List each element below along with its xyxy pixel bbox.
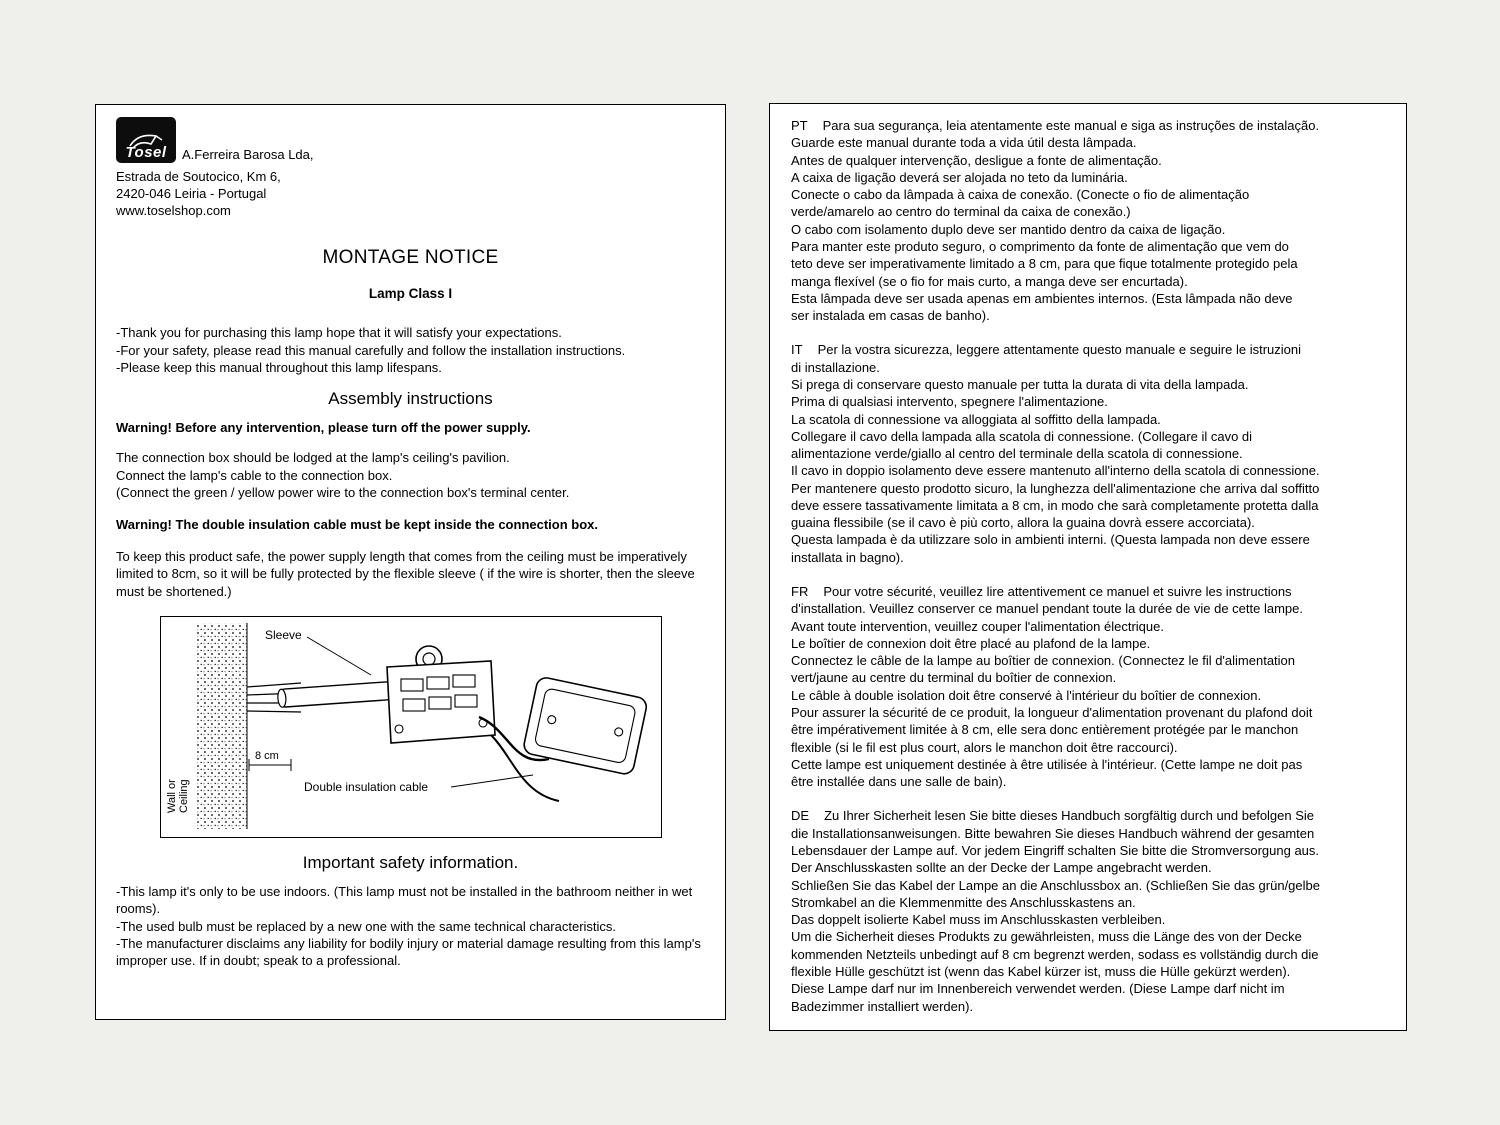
sleeve-leader-line: [307, 637, 371, 675]
logo-text: Tosel: [125, 144, 167, 161]
page-left: [95, 104, 726, 1020]
warning-insulation: Warning! The double insulation cable must be kept inside the connection box.: [116, 517, 599, 533]
page-title: MONTAGE NOTICE: [322, 247, 499, 269]
assembly-diagram: [160, 616, 662, 838]
cable-label: Double insulation cable: [303, 780, 428, 794]
page-subtitle: Lamp Class I: [368, 286, 453, 302]
dimension-label-text: 8 cm: [254, 750, 279, 762]
wall-label-line1: Wall or: [165, 779, 178, 813]
wall-hatch: [197, 623, 247, 829]
wall-label-line2: Ceiling: [177, 779, 190, 813]
section-pt: [791, 117, 1385, 324]
wall-label: [166, 779, 190, 813]
tosel-logo: [116, 117, 176, 163]
supply-length-note: To keep this product safe, the power supply length that comes from the ceiling must be imperatively limited to 8cm, so it will be fully protected by the flexible sleeve ( if the wire is shorter, then the sleeve must be shortened.): [116, 549, 695, 599]
assembly-instructions: The connection box should be lodged at the lamp's ceiling's pavilion. Connect the lamp's cable to the connection box. (Connect the green / yellow power wire to the connection box's terminal center.: [116, 450, 570, 500]
intro-paragraph: -Thank you for purchasing this lamp hope that it will satisfy your expectations. -For your safety, please read this manual carefully and follow the installation instructions. -Please keep this manual throughout this lamp lifespans.: [116, 325, 626, 376]
lang-text-de: Zu Ihrer Sicherheit lesen Sie bitte dieses Handbuch sorgfältig durch und befolgen Sie die Installationsanweisungen. Bitte bewahren Sie dieses Handbuch während der gesamten Lebensdauer der Lampe auf. Vor jedem Eingriff schalten Sie bitte die Stromversorgung aus. Der Anschlusskasten sollte an der Decke der Lampe angebracht werden. Schließen Sie das Kabel der Lampe an die Anschlussbox an. (Schließen Sie das grün/gelbe Stromkabel an die Klemmenmitte des Anschlusskastens an. Das doppelt isolierte Kabel muss im Anschlusskasten verbleiben. Um die Sicherheit dieses Produkts zu gewährleisten, muss die Länge des von der Decke kommenden Netzteils unbedingt auf 8 cm begrenzt werden, sodass es vollständig durch die flexible Hülle geschützt ist (wenn das Kabel kürzer ist, muss die Hülle gekürzt werden). Diese Lampe darf nur im Innenbereich verwendet werden. (Diese Lampe darf nicht im Badezimmer installiert werden).: [791, 808, 1320, 1014]
section-de: [791, 807, 1385, 1014]
safety-notes: -This lamp it's only to be use indoors. (This lamp must not be installed in the bathroom neither in wet rooms). -The used bulb must be replaced by a new one with the same technical characteristics. -The manufacturer disclaims any liability for bodily injury or material damage resulting from this lamp's improper use. If in doubt; speak to a professional.: [116, 884, 701, 969]
dimension-8cm: [249, 750, 291, 771]
lang-text-pt: Para sua segurança, leia atentamente este manual e siga as instruções de instalação. Guarde este manual durante toda a vida útil desta lâmpada. Antes de qualquer intervenção, desligue a fonte de alimentação. A caixa de ligação deverá ser alojada no teto da luminária. Conecte o cabo da lâmpada à caixa de conexão. (Conecte o fio de alimentação verde/amarelo ao centro do terminal da caixa de conexão.) O cabo com isolamento duplo deve ser mantido dentro da caixa de ligação. Para manter este produto seguro, o comprimento da fonte de alimentação que vem do teto deve ser imperativamente limitado a 8 cm, para que fique totalmente protegido pela manga flexível (se o fio for mais curto, a manga deve ser encurtada). Esta lâmpada deve ser usada apenas em ambientes internos. (Esta lâmpada não deve ser instalada em casas de banho).: [791, 118, 1320, 324]
assembly-diagram-drawing: [161, 617, 661, 837]
warning-power-supply: Warning! Before any intervention, please turn off the power supply.: [116, 420, 531, 436]
safety-heading: Important safety information.: [302, 853, 519, 872]
section-it: [791, 341, 1385, 566]
lang-code-it: IT: [791, 342, 803, 358]
cable-leader-line: [451, 775, 533, 787]
section-fr: [791, 583, 1385, 790]
lang-code-de: DE: [791, 808, 810, 824]
lang-code-pt: PT: [791, 118, 808, 133]
assembly-heading: Assembly instructions: [328, 389, 493, 409]
lang-code-fr: FR: [791, 584, 809, 600]
page-right: [769, 103, 1407, 1031]
connection-box: [387, 646, 495, 743]
company-address: Estrada de Soutocico, Km 6, 2420-046 Leiria - Portugal www.toselshop.com: [116, 169, 281, 219]
lang-text-it: Per la vostra sicurezza, leggere attentamente questo manuale e seguire le istruzioni di installazione. Si prega di conservare questo manuale per tutta la durata di vita della lampada. Prima di qualsiasi intervento, spegnere l'alimentazione. La scatola di connessione va alloggiata al soffitto della lampada. Collegare il cavo della lampada alla scatola di connessione. (Collegare il cavo di alimentazione verde/giallo al centro del terminale della scatola di connessione. Il cavo in doppio isolamento deve essere mantenuto all'interno della scatola di connessione. Per mantenere questo prodotto sicuro, la lunghezza dell'alimentazione che arriva dal soffitto deve essere tassativamente limitata a 8 cm, in modo che sarà completamente protetta dalla guaina flessibile (se il cavo è più corto, allora la guaina dovrà essere accorciata). Questa lampada è da utilizzare solo in ambienti interni. (Questa lampada non deve essere installata in bagno).: [791, 342, 1320, 565]
sleeve-label: Sleeve: [264, 628, 302, 642]
lang-text-fr: Pour votre sécurité, veuillez lire attentivement ce manuel et suivre les instructions d'installation. Veuillez conserver ce manuel pendant toute la durée de vie de cette lampe. Avant toute intervention, veuillez couper l'alimentation électrique. Le boîtier de connexion doit être placé au plafond de la lampe. Connectez le câble de la lampe au boîtier de connexion. (Connectez le fil d'alimentation vert/jaune au centre du terminal du boîtier de connexion. Le câble à double isolation doit être conservé à l'intérieur du boîtier de connexion. Pour assurer la sécurité de ce produit, la longueur d'alimentation provenant du plafond doit être impérativement limitée à 8 cm, elle sera donc entièrement protégée par le manchon flexible (si le fil est plus court, alors le manchon doit être raccourci). Cette lampe est uniquement destinée à être utilisée à l'intérieur. (Cette lampe ne doit pas être installée dans une salle de bain).: [791, 584, 1313, 790]
company-header: [116, 117, 705, 163]
company-name: A.Ferreira Barosa Lda,: [182, 147, 314, 162]
